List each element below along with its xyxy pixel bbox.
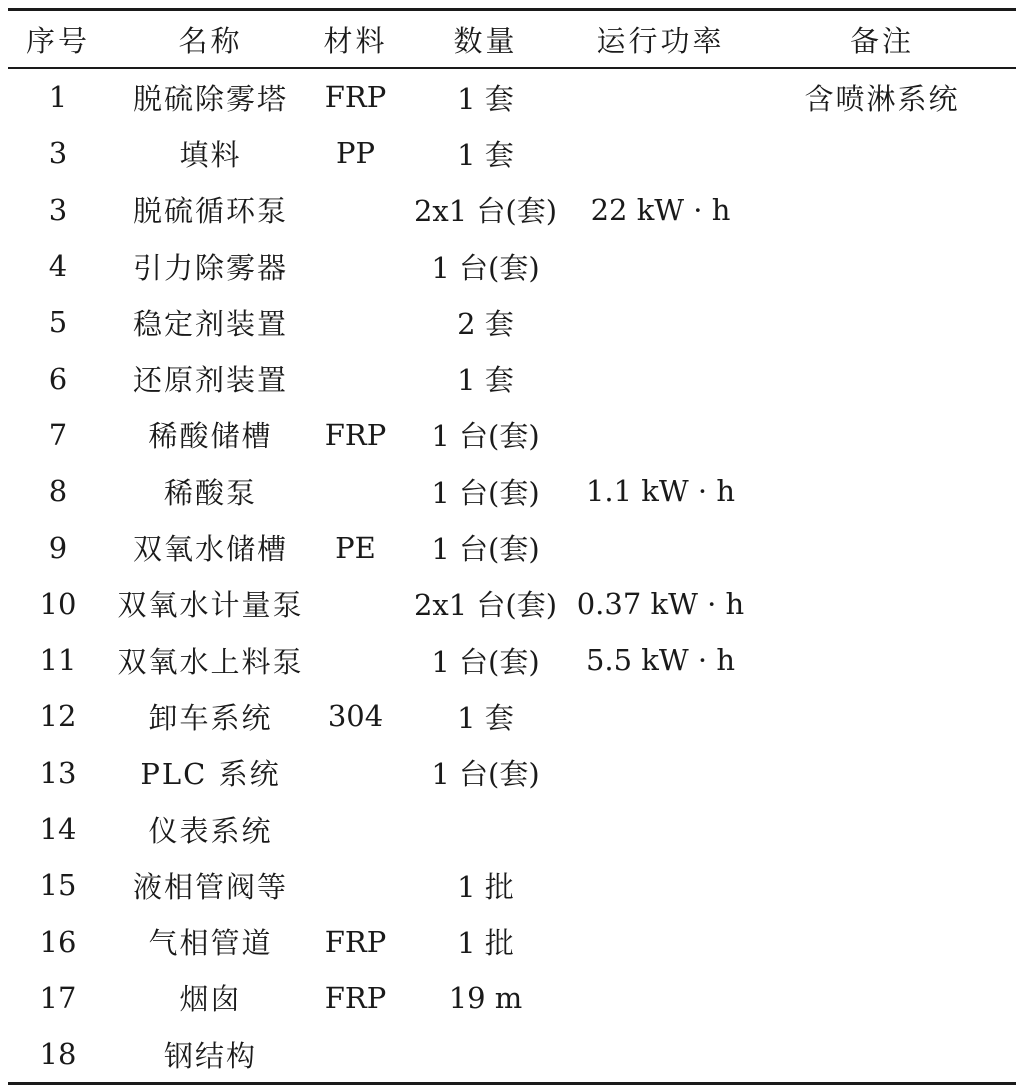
cell-material xyxy=(313,745,398,801)
cell-material xyxy=(313,238,398,294)
cell-name: 还原剂装置 xyxy=(132,363,288,398)
cell-note xyxy=(748,801,1016,857)
cell-material: FRP xyxy=(324,417,387,452)
cell-no: 9 xyxy=(48,530,68,565)
cell-no: 6 xyxy=(48,361,68,396)
cell-quantity: 1 台(套) xyxy=(431,475,540,510)
cell-quantity: 2 套 xyxy=(457,306,514,341)
cell-note xyxy=(748,125,1016,181)
cell-name: 烟囱 xyxy=(179,982,242,1017)
cell-quantity: 1 批 xyxy=(457,926,514,961)
cell-material xyxy=(313,463,398,519)
cell-name: 钢结构 xyxy=(163,1038,257,1073)
cell-no: 11 xyxy=(39,643,77,678)
table-row xyxy=(8,632,1016,688)
cell-no: 18 xyxy=(39,1037,77,1072)
table-row xyxy=(8,407,1016,463)
cell-note xyxy=(748,519,1016,575)
cell-quantity: 1 台(套) xyxy=(431,532,540,567)
cell-name: 仪表系统 xyxy=(148,813,273,848)
cell-power xyxy=(573,913,748,969)
table-row xyxy=(8,1026,1016,1084)
cell-note xyxy=(748,970,1016,1026)
cell-material: FRP xyxy=(324,980,387,1015)
cell-note xyxy=(748,688,1016,744)
cell-material: FRP xyxy=(324,924,387,959)
cell-name: 稀酸泵 xyxy=(163,475,257,510)
cell-power xyxy=(573,857,748,913)
cell-note xyxy=(748,1026,1016,1084)
cell-no: 3 xyxy=(48,192,68,227)
header-power: 运行功率 xyxy=(596,23,725,58)
cell-material xyxy=(313,576,398,632)
cell-power xyxy=(573,294,748,350)
cell-quantity xyxy=(398,801,573,857)
cell-name: 双氧水上料泵 xyxy=(117,644,304,679)
cell-quantity: 19 m xyxy=(448,980,523,1015)
header-note: 备注 xyxy=(849,23,914,58)
cell-no: 15 xyxy=(39,868,77,903)
table-row xyxy=(8,857,1016,913)
table-row xyxy=(8,294,1016,350)
cell-power xyxy=(573,68,748,125)
cell-no: 16 xyxy=(39,924,77,959)
cell-quantity: 1 台(套) xyxy=(431,757,540,792)
table-row xyxy=(8,688,1016,744)
cell-quantity: 2x1 台(套) xyxy=(413,588,558,623)
cell-quantity: 1 台(套) xyxy=(431,250,540,285)
cell-power: 0.37 kW · h xyxy=(576,586,745,621)
cell-no: 14 xyxy=(39,812,77,846)
table-row xyxy=(8,745,1016,801)
cell-material xyxy=(313,857,398,913)
cell-note xyxy=(748,182,1016,238)
cell-note: 含喷淋系统 xyxy=(804,81,960,116)
cell-power xyxy=(573,688,748,744)
cell-no: 4 xyxy=(48,249,68,284)
cell-quantity: 2x1 台(套) xyxy=(413,194,558,229)
cell-note xyxy=(748,294,1016,350)
cell-name: PLC 系统 xyxy=(140,757,281,792)
table-row xyxy=(8,576,1016,632)
cell-power: 22 kW · h xyxy=(590,192,731,227)
cell-material: PE xyxy=(335,530,376,565)
cell-no: 12 xyxy=(39,699,77,734)
cell-power: 5.5 kW · h xyxy=(585,643,736,678)
cell-material xyxy=(313,1026,398,1084)
cell-note xyxy=(748,745,1016,801)
cell-power xyxy=(573,350,748,406)
cell-power xyxy=(573,801,748,857)
cell-material xyxy=(313,294,398,350)
table-header-row xyxy=(8,10,1016,69)
cell-material xyxy=(313,182,398,238)
cell-note xyxy=(748,857,1016,913)
cell-name: 脱硫循环泵 xyxy=(132,194,288,229)
cell-no: 13 xyxy=(39,755,77,790)
cell-quantity xyxy=(398,1026,573,1084)
cell-no: 17 xyxy=(39,980,77,1015)
cell-quantity: 1 套 xyxy=(457,700,514,735)
cell-material: 304 xyxy=(327,699,384,734)
equipment-table xyxy=(8,8,1016,1085)
cell-material: PP xyxy=(335,136,376,171)
cell-power xyxy=(573,519,748,575)
cell-name: 填料 xyxy=(179,137,242,172)
table-row xyxy=(8,350,1016,406)
cell-material xyxy=(313,801,398,857)
cell-no: 7 xyxy=(48,417,68,452)
cell-no: 8 xyxy=(48,474,68,509)
cell-material xyxy=(313,350,398,406)
cell-note xyxy=(748,576,1016,632)
cell-power xyxy=(573,745,748,801)
cell-name: 液相管阀等 xyxy=(132,869,288,904)
cell-quantity: 1 套 xyxy=(457,363,514,398)
cell-name: 双氧水计量泵 xyxy=(117,588,304,623)
cell-quantity: 1 套 xyxy=(457,81,514,116)
table-row xyxy=(8,801,1016,857)
cell-power xyxy=(573,238,748,294)
table-row xyxy=(8,125,1016,181)
cell-quantity: 1 台(套) xyxy=(431,419,540,454)
cell-power xyxy=(573,1026,748,1084)
cell-power xyxy=(573,407,748,463)
cell-no: 10 xyxy=(39,586,77,621)
cell-note xyxy=(748,463,1016,519)
cell-note xyxy=(748,913,1016,969)
cell-note xyxy=(748,632,1016,688)
header-name: 名称 xyxy=(178,23,243,58)
table-row xyxy=(8,519,1016,575)
cell-note xyxy=(748,350,1016,406)
cell-quantity: 1 批 xyxy=(457,869,514,904)
cell-no: 1 xyxy=(48,80,68,115)
table-row xyxy=(8,238,1016,294)
cell-name: 气相管道 xyxy=(148,926,273,961)
table-row xyxy=(8,463,1016,519)
header-material: 材料 xyxy=(323,23,388,58)
cell-name: 脱硫除雾塔 xyxy=(132,81,288,116)
header-no: 序号 xyxy=(25,23,90,58)
cell-name: 引力除雾器 xyxy=(132,250,288,285)
cell-name: 双氧水储槽 xyxy=(132,532,288,567)
cell-note xyxy=(748,238,1016,294)
table-body xyxy=(8,68,1016,1084)
cell-name: 稀酸储槽 xyxy=(148,419,273,454)
table-row xyxy=(8,913,1016,969)
cell-power xyxy=(573,970,748,1026)
table-row xyxy=(8,68,1016,125)
cell-quantity: 1 台(套) xyxy=(431,644,540,679)
cell-power xyxy=(573,125,748,181)
table-row xyxy=(8,182,1016,238)
cell-name: 卸车系统 xyxy=(148,700,273,735)
cell-material: FRP xyxy=(324,80,387,115)
cell-material xyxy=(313,632,398,688)
cell-no: 3 xyxy=(48,136,68,171)
cell-name: 稳定剂装置 xyxy=(132,306,288,341)
cell-quantity: 1 套 xyxy=(457,137,514,172)
cell-power: 1.1 kW · h xyxy=(585,474,736,509)
header-quantity: 数量 xyxy=(453,23,518,58)
table-row xyxy=(8,970,1016,1026)
cell-note xyxy=(748,407,1016,463)
cell-no: 5 xyxy=(48,305,68,340)
